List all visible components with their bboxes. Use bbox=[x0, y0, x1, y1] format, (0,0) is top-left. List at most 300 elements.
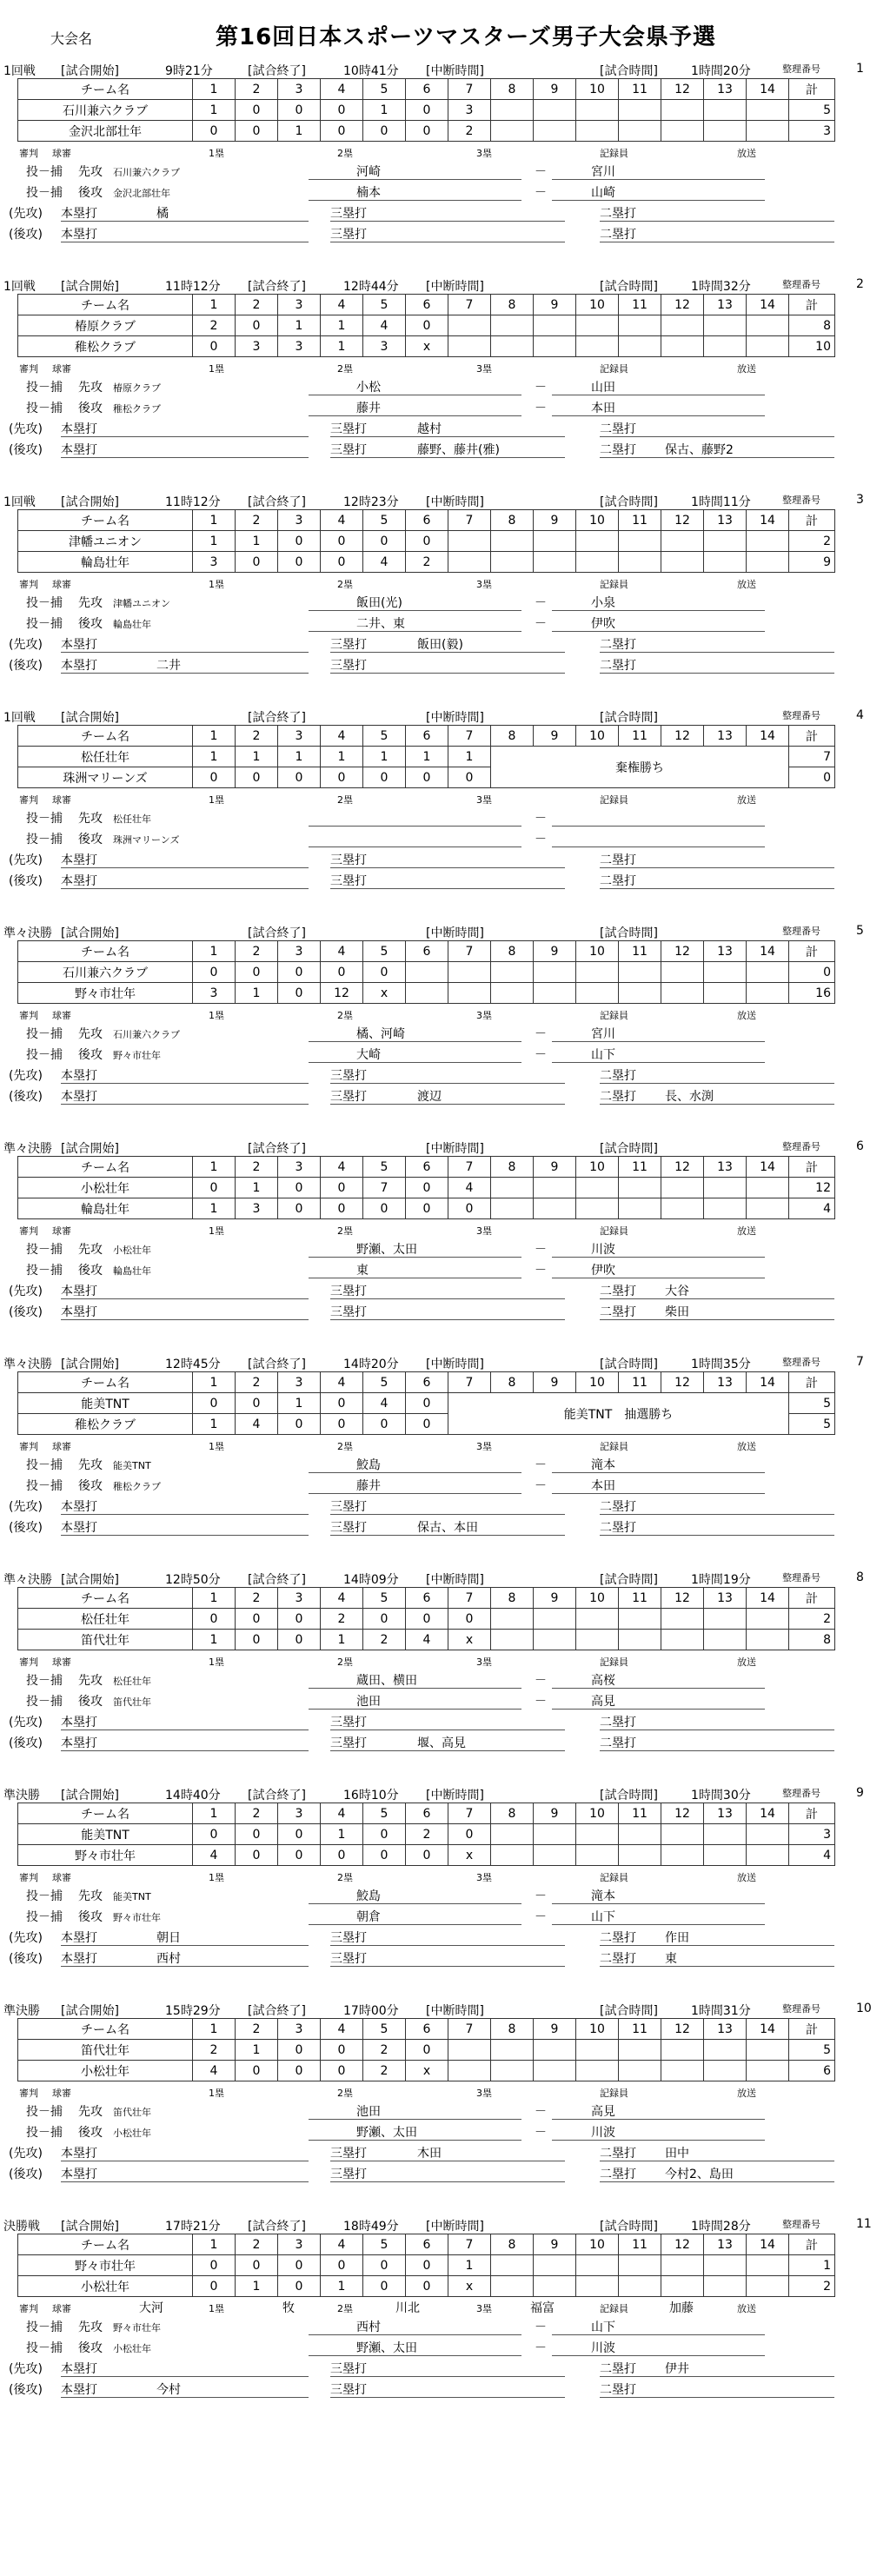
team-col-header: チーム名 bbox=[18, 510, 193, 531]
triple-label: 三塁打 bbox=[330, 1736, 367, 1750]
game-record bbox=[0, 923, 890, 1140]
base3-label: 3塁 bbox=[476, 1010, 492, 1021]
broadcast-label: 放送 bbox=[737, 1225, 756, 1237]
hr-underline bbox=[61, 1966, 309, 1967]
end-time: 12時44分 bbox=[343, 280, 399, 294]
inning-score bbox=[576, 1198, 619, 1219]
battery-label: 投－捕 bbox=[26, 2320, 63, 2334]
inning-header: 13 bbox=[704, 726, 747, 747]
score-table bbox=[17, 509, 835, 573]
inning-score bbox=[747, 2255, 789, 2276]
end-time: 18時49分 bbox=[343, 2220, 399, 2234]
inning-score: 0 bbox=[193, 121, 236, 142]
inning-score: x bbox=[448, 2276, 491, 2297]
team-col-header: チーム名 bbox=[18, 295, 193, 315]
double-label: 二塁打 bbox=[600, 1285, 636, 1298]
score-table bbox=[17, 940, 835, 1004]
side-label: (後攻) bbox=[9, 1090, 43, 1104]
inning-header: 12 bbox=[661, 1157, 704, 1178]
battery-row bbox=[0, 1671, 890, 1690]
base3-label: 3塁 bbox=[476, 1225, 492, 1237]
seq-label: 整理番号 bbox=[782, 495, 820, 506]
battery-team: 野々市壮年 bbox=[113, 2322, 161, 2334]
base3-label: 3塁 bbox=[476, 1656, 492, 1668]
side-label: (先攻) bbox=[9, 853, 43, 867]
side-label: (先攻) bbox=[9, 1285, 43, 1298]
game-record bbox=[0, 1139, 890, 1356]
umpire-label: 審判 bbox=[19, 2303, 38, 2314]
team-total: 10 bbox=[789, 336, 835, 357]
double-underline bbox=[600, 2397, 834, 2398]
inning-header: 2 bbox=[236, 1588, 278, 1609]
inning-score: 0 bbox=[406, 1393, 448, 1414]
attack-label: 後攻 bbox=[78, 1048, 103, 1062]
inning-header: 12 bbox=[661, 1588, 704, 1609]
inning-score bbox=[661, 1198, 704, 1219]
inning-score: 0 bbox=[236, 552, 278, 573]
inning-header: 14 bbox=[747, 726, 789, 747]
side-label: (後攻) bbox=[9, 228, 43, 242]
inning-score: 0 bbox=[236, 2061, 278, 2081]
double-underline bbox=[600, 673, 834, 674]
inning-header: 14 bbox=[747, 295, 789, 315]
end-time: 14時09分 bbox=[343, 1573, 399, 1587]
hits-row bbox=[0, 2165, 890, 2184]
end-label: [試合終了] bbox=[248, 1789, 306, 1803]
battery-row bbox=[0, 183, 890, 202]
inning-score: 1 bbox=[406, 747, 448, 767]
team-total: 5 bbox=[789, 2040, 835, 2061]
total-header: 計 bbox=[789, 1588, 835, 1609]
base1-label: 1塁 bbox=[209, 1010, 224, 1021]
catcher-underline bbox=[552, 2119, 765, 2120]
team-score-row bbox=[18, 1609, 835, 1630]
start-label: [試合開始] bbox=[61, 1573, 119, 1587]
start-time: 12時50分 bbox=[165, 1573, 221, 1587]
team-col-header: チーム名 bbox=[18, 1588, 193, 1609]
inning-header: 6 bbox=[406, 1803, 448, 1824]
battery-label: 投－捕 bbox=[26, 1243, 63, 1257]
inning-score: 2 bbox=[193, 2040, 236, 2061]
umpire-label: 審判 bbox=[19, 1441, 38, 1452]
catcher-names: 川波 bbox=[591, 1243, 615, 1257]
battery-row bbox=[0, 163, 890, 182]
umpire-label: 審判 bbox=[19, 794, 38, 806]
plate-label: 球審 bbox=[52, 1441, 71, 1452]
battery-team: 石川兼六クラブ bbox=[113, 167, 180, 178]
inning-header: 12 bbox=[661, 2234, 704, 2255]
inning-header: 3 bbox=[278, 941, 321, 962]
umpire-label: 審判 bbox=[19, 1225, 38, 1237]
double-label: 二塁打 bbox=[600, 874, 636, 888]
inning-header: 12 bbox=[661, 1372, 704, 1393]
score-header-row bbox=[18, 79, 835, 100]
inning-header: 13 bbox=[704, 2019, 747, 2040]
team-name: 野々市壮年 bbox=[18, 983, 193, 1004]
suspend-label: [中断時間] bbox=[426, 711, 484, 725]
inning-score: 1 bbox=[321, 336, 363, 357]
inning-header: 10 bbox=[576, 2019, 619, 2040]
inning-header: 9 bbox=[534, 1803, 576, 1824]
base1-label: 1塁 bbox=[209, 1441, 224, 1452]
battery-team: 小松壮年 bbox=[113, 1245, 151, 1256]
dash: － bbox=[535, 1027, 547, 1041]
attack-label: 先攻 bbox=[78, 165, 103, 179]
catcher-names: 川波 bbox=[591, 2126, 615, 2140]
base3-label: 3塁 bbox=[476, 1872, 492, 1883]
dash: － bbox=[535, 812, 547, 826]
catcher-names: 高見 bbox=[591, 1695, 615, 1709]
total-header: 計 bbox=[789, 510, 835, 531]
inning-header: 9 bbox=[534, 79, 576, 100]
inning-score bbox=[576, 983, 619, 1004]
inning-score: 2 bbox=[406, 1824, 448, 1845]
inning-header: 12 bbox=[661, 1803, 704, 1824]
inning-score bbox=[576, 1178, 619, 1198]
inning-header: 13 bbox=[704, 295, 747, 315]
inning-header: 10 bbox=[576, 1157, 619, 1178]
inning-header: 2 bbox=[236, 2234, 278, 2255]
battery-row bbox=[0, 2339, 890, 2358]
team-score-row bbox=[18, 983, 835, 1004]
duration-label: [試合時間] bbox=[600, 1142, 658, 1156]
end-label: [試合終了] bbox=[248, 495, 306, 509]
inning-header: 4 bbox=[321, 2019, 363, 2040]
team-total: 5 bbox=[789, 1393, 835, 1414]
battery-label: 投－捕 bbox=[26, 617, 63, 631]
base1-label: 1塁 bbox=[209, 1225, 224, 1237]
side-label: (先攻) bbox=[9, 1931, 43, 1945]
inning-header: 4 bbox=[321, 1803, 363, 1824]
inning-score bbox=[747, 336, 789, 357]
team-name: 小松壮年 bbox=[18, 2276, 193, 2297]
inning-score: 0 bbox=[321, 2255, 363, 2276]
inning-header: 7 bbox=[448, 1157, 491, 1178]
base3-label: 3塁 bbox=[476, 1441, 492, 1452]
hr-players: 橘 bbox=[156, 207, 169, 221]
duration-time: 1時間11分 bbox=[691, 495, 751, 509]
inning-header: 14 bbox=[747, 941, 789, 962]
inning-score: 0 bbox=[236, 315, 278, 336]
inning-header: 9 bbox=[534, 941, 576, 962]
hr-label: 本塁打 bbox=[61, 853, 97, 867]
hits-row bbox=[0, 656, 890, 675]
triple-underline bbox=[330, 867, 565, 868]
team-score-row bbox=[18, 315, 835, 336]
inning-header: 7 bbox=[448, 941, 491, 962]
result-note: 棄権勝ち bbox=[491, 747, 789, 788]
team-total: 12 bbox=[789, 1178, 835, 1198]
pitcher-underline bbox=[309, 2334, 521, 2335]
inning-score bbox=[747, 2276, 789, 2297]
team-name: 金沢北部壮年 bbox=[18, 121, 193, 142]
inning-score bbox=[747, 1845, 789, 1866]
score-table bbox=[17, 1587, 835, 1650]
hr-label: 本塁打 bbox=[61, 874, 97, 888]
dash: － bbox=[535, 1695, 547, 1709]
team-name: 松任壮年 bbox=[18, 1609, 193, 1630]
inning-header: 1 bbox=[193, 1157, 236, 1178]
pitcher-underline bbox=[309, 415, 521, 416]
hr-label: 本塁打 bbox=[61, 2362, 97, 2376]
triple-label: 三塁打 bbox=[330, 422, 367, 436]
team-score-row bbox=[18, 1845, 835, 1866]
inning-header: 8 bbox=[491, 295, 534, 315]
inning-score bbox=[747, 1630, 789, 1650]
inning-score bbox=[747, 2061, 789, 2081]
inning-header: 1 bbox=[193, 726, 236, 747]
triple-underline bbox=[330, 221, 565, 222]
battery-row bbox=[0, 1887, 890, 1906]
game-header bbox=[0, 1139, 878, 1156]
start-label: [試合開始] bbox=[61, 926, 119, 940]
inning-header: 1 bbox=[193, 510, 236, 531]
inning-score: 1 bbox=[321, 2276, 363, 2297]
inning-score bbox=[448, 2061, 491, 2081]
side-label: (先攻) bbox=[9, 638, 43, 652]
team-total: 8 bbox=[789, 315, 835, 336]
start-time: 14時40分 bbox=[165, 1789, 221, 1803]
triple-label: 三塁打 bbox=[330, 2383, 367, 2397]
inning-score bbox=[534, 1845, 576, 1866]
inning-header: 12 bbox=[661, 79, 704, 100]
game-details bbox=[0, 359, 890, 489]
dash: － bbox=[535, 186, 547, 200]
duration-label: [試合時間] bbox=[600, 711, 658, 725]
inning-score bbox=[448, 2040, 491, 2061]
inning-score bbox=[619, 315, 661, 336]
inning-score: 1 bbox=[321, 315, 363, 336]
battery-row bbox=[0, 594, 890, 613]
hits-row bbox=[0, 2144, 890, 2163]
inning-header: 3 bbox=[278, 1157, 321, 1178]
inning-header: 14 bbox=[747, 1588, 789, 1609]
battery-row bbox=[0, 1025, 890, 1044]
triple-label: 三塁打 bbox=[330, 874, 367, 888]
team-name: 小松壮年 bbox=[18, 1178, 193, 1198]
inning-score bbox=[619, 2061, 661, 2081]
inning-score: 0 bbox=[363, 962, 406, 983]
officials-row bbox=[0, 790, 890, 809]
battery-row bbox=[0, 1046, 890, 1065]
double-label: 二塁打 bbox=[600, 1931, 636, 1945]
hr-label: 本塁打 bbox=[61, 1521, 97, 1535]
triple-label: 三塁打 bbox=[330, 638, 367, 652]
inning-score bbox=[661, 531, 704, 552]
dash: － bbox=[535, 1264, 547, 1278]
side-label: (後攻) bbox=[9, 2383, 43, 2397]
inning-score: 2 bbox=[363, 2061, 406, 2081]
broadcast-label: 放送 bbox=[737, 2088, 756, 2099]
battery-label: 投－捕 bbox=[26, 402, 63, 415]
inning-header: 3 bbox=[278, 1588, 321, 1609]
inning-score: 0 bbox=[448, 1198, 491, 1219]
hr-label: 本塁打 bbox=[61, 1090, 97, 1104]
double-players: 田中 bbox=[665, 2147, 689, 2161]
inning-score bbox=[704, 2040, 747, 2061]
inning-header: 2 bbox=[236, 2019, 278, 2040]
inning-score: 2 bbox=[363, 2040, 406, 2061]
triple-label: 三塁打 bbox=[330, 1069, 367, 1083]
broadcast-label: 放送 bbox=[737, 363, 756, 375]
hr-underline bbox=[61, 673, 309, 674]
triple-underline bbox=[330, 2181, 565, 2182]
pitcher-names: 小松 bbox=[356, 381, 381, 395]
seq-label: 整理番号 bbox=[782, 279, 820, 290]
team-total: 0 bbox=[789, 767, 835, 788]
catcher-underline bbox=[552, 1903, 765, 1904]
inning-score bbox=[448, 962, 491, 983]
team-score-row bbox=[18, 2040, 835, 2061]
catcher-names: 滝本 bbox=[591, 1889, 615, 1903]
hits-row bbox=[0, 1303, 890, 1322]
inning-score: 0 bbox=[236, 1609, 278, 1630]
duration-label: [試合時間] bbox=[600, 495, 658, 509]
catcher-names: 小泉 bbox=[591, 596, 615, 610]
suspend-label: [中断時間] bbox=[426, 2220, 484, 2234]
pitcher-names: 池田 bbox=[356, 1695, 381, 1709]
battery-row bbox=[0, 830, 890, 849]
inning-header: 8 bbox=[491, 1372, 534, 1393]
hr-players: 二井 bbox=[156, 659, 181, 673]
umpire-label: 審判 bbox=[19, 1872, 38, 1883]
inning-score: 0 bbox=[321, 121, 363, 142]
game-record bbox=[0, 2216, 890, 2433]
seq-number: 4 bbox=[856, 708, 864, 722]
inning-score: 1 bbox=[278, 747, 321, 767]
triple-label: 三塁打 bbox=[330, 2362, 367, 2376]
inning-score bbox=[747, 100, 789, 121]
inning-header: 3 bbox=[278, 2234, 321, 2255]
inning-score bbox=[491, 2276, 534, 2297]
team-total: 0 bbox=[789, 962, 835, 983]
inning-score: 1 bbox=[193, 100, 236, 121]
inning-header: 4 bbox=[321, 1372, 363, 1393]
battery-team: 野々市壮年 bbox=[113, 1912, 161, 1923]
hr-underline bbox=[61, 221, 309, 222]
game-header bbox=[0, 61, 878, 78]
inning-header: 6 bbox=[406, 1588, 448, 1609]
double-label: 二塁打 bbox=[600, 1069, 636, 1083]
inning-score bbox=[704, 2061, 747, 2081]
inning-header: 7 bbox=[448, 1803, 491, 1824]
battery-row bbox=[0, 1908, 890, 1927]
side-label: (後攻) bbox=[9, 1952, 43, 1966]
team-total: 5 bbox=[789, 1414, 835, 1435]
pitcher-names: 東 bbox=[356, 1264, 369, 1278]
inning-header: 7 bbox=[448, 295, 491, 315]
triple-label: 三塁打 bbox=[330, 1716, 367, 1730]
pitcher-underline bbox=[309, 1062, 521, 1063]
inning-score bbox=[406, 983, 448, 1004]
inning-score: 0 bbox=[193, 2276, 236, 2297]
inning-header: 5 bbox=[363, 1803, 406, 1824]
double-label: 二塁打 bbox=[600, 422, 636, 436]
inning-score bbox=[747, 315, 789, 336]
seq-number: 9 bbox=[856, 1786, 864, 1800]
inning-score bbox=[448, 315, 491, 336]
hr-label: 本塁打 bbox=[61, 1931, 97, 1945]
dash: － bbox=[535, 1458, 547, 1472]
inning-header: 9 bbox=[534, 510, 576, 531]
inning-score bbox=[747, 2040, 789, 2061]
team-name: 稚松クラブ bbox=[18, 336, 193, 357]
attack-label: 後攻 bbox=[78, 1910, 103, 1924]
inning-header: 9 bbox=[534, 295, 576, 315]
team-col-header: チーム名 bbox=[18, 1372, 193, 1393]
inning-header: 13 bbox=[704, 2234, 747, 2255]
plate-label: 球審 bbox=[52, 363, 71, 375]
inning-score: 0 bbox=[278, 962, 321, 983]
inning-score: 4 bbox=[406, 1630, 448, 1650]
total-header: 計 bbox=[789, 1803, 835, 1824]
inning-score: 0 bbox=[406, 2255, 448, 2276]
inning-header: 4 bbox=[321, 726, 363, 747]
battery-row bbox=[0, 399, 890, 418]
score-header-row bbox=[18, 1157, 835, 1178]
result-note: 能美TNT 抽選勝ち bbox=[448, 1393, 789, 1435]
hits-row bbox=[0, 1518, 890, 1537]
inning-header: 13 bbox=[704, 510, 747, 531]
team-col-header: チーム名 bbox=[18, 2019, 193, 2040]
seq-number: 5 bbox=[856, 924, 864, 938]
team-col-header: チーム名 bbox=[18, 726, 193, 747]
inning-header: 8 bbox=[491, 1803, 534, 1824]
hr-underline bbox=[61, 1319, 309, 1320]
seq-number: 7 bbox=[856, 1355, 864, 1369]
inning-score: 0 bbox=[363, 2255, 406, 2276]
attack-label: 先攻 bbox=[78, 2105, 103, 2119]
inning-header: 12 bbox=[661, 295, 704, 315]
total-header: 計 bbox=[789, 2019, 835, 2040]
inning-header: 10 bbox=[576, 941, 619, 962]
seq-number: 11 bbox=[856, 2217, 872, 2231]
base1-label: 1塁 bbox=[209, 2303, 224, 2314]
double-label: 二塁打 bbox=[600, 1305, 636, 1319]
hr-underline bbox=[61, 2376, 309, 2377]
inning-score bbox=[576, 1824, 619, 1845]
inning-score bbox=[448, 531, 491, 552]
double-underline bbox=[600, 888, 834, 889]
inning-score: 0 bbox=[321, 100, 363, 121]
end-label: [試合終了] bbox=[248, 2220, 306, 2234]
side-label: (後攻) bbox=[9, 874, 43, 888]
base2-label: 2塁 bbox=[337, 2088, 353, 2099]
pitcher-underline bbox=[309, 2140, 521, 2141]
inning-score: 0 bbox=[278, 983, 321, 1004]
suspend-label: [中断時間] bbox=[426, 1573, 484, 1587]
team-name: 津幡ユニオン bbox=[18, 531, 193, 552]
hr-label: 本塁打 bbox=[61, 1952, 97, 1966]
inning-header: 14 bbox=[747, 1157, 789, 1178]
inning-score bbox=[576, 531, 619, 552]
inning-score bbox=[704, 100, 747, 121]
catcher-underline bbox=[552, 1688, 765, 1689]
inning-score: 0 bbox=[278, 1609, 321, 1630]
dash: － bbox=[535, 1048, 547, 1062]
broadcast-label: 放送 bbox=[737, 2303, 756, 2314]
total-header: 計 bbox=[789, 941, 835, 962]
base2-label: 2塁 bbox=[337, 1441, 353, 1452]
pitcher-names: 楠本 bbox=[356, 186, 381, 200]
team-col-header: チーム名 bbox=[18, 941, 193, 962]
team-score-row bbox=[18, 1393, 835, 1414]
recorder-label: 記録員 bbox=[600, 2088, 628, 2099]
double-players: 東 bbox=[665, 1952, 677, 1966]
inning-score bbox=[704, 962, 747, 983]
inning-score bbox=[619, 552, 661, 573]
inning-score: 1 bbox=[448, 747, 491, 767]
